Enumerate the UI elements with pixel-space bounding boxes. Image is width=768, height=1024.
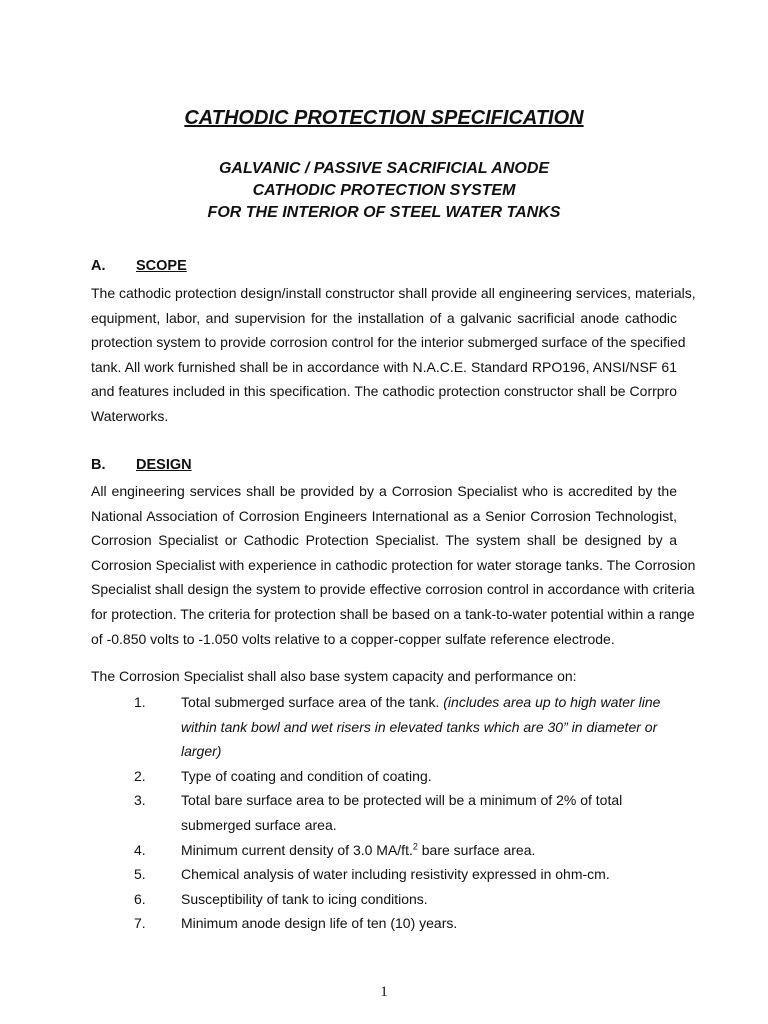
paragraph-line: The cathodic protection design/install constructor shall provide all engineering services, materials, bbox=[91, 285, 696, 301]
document-title: CATHODIC PROTECTION SPECIFICATION bbox=[184, 107, 584, 129]
page-number: 1 bbox=[380, 984, 388, 1000]
paragraph-line: National Association of Corrosion Engineers International as a Senior Corrosion Technologist, bbox=[91, 507, 677, 524]
list-intro: The Corrosion Specialist shall also base system capacity and performance on: bbox=[91, 668, 577, 684]
paragraph-line: and features included in this specification. The cathodic protection constructor shall be Corrpro bbox=[91, 383, 677, 400]
list-item bbox=[0, 838, 768, 863]
section-name: SCOPE bbox=[136, 258, 187, 274]
list-item-number: 5. bbox=[134, 866, 146, 883]
list-item-number: 6. bbox=[134, 890, 146, 907]
paragraph-line: tank. All work furnished shall be in accordance with N.A.C.E. Standard RPO196, ANSI/NSF 61 bbox=[91, 358, 677, 375]
section-name: DESIGN bbox=[136, 457, 192, 473]
list-item-main-text: Minimum current density of 3.0 MA/ft. bbox=[181, 841, 413, 858]
list-item bbox=[0, 690, 768, 764]
paragraph-line: Waterworks. bbox=[91, 407, 169, 424]
scope-paragraph bbox=[91, 281, 696, 429]
list-item bbox=[0, 788, 768, 837]
subtitle-line-3: FOR THE INTERIOR OF STEEL WATER TANKS bbox=[207, 204, 561, 221]
list-item bbox=[0, 911, 768, 936]
paragraph-line: Corrosion Specialist or Cathodic Protection Specialist. The system shall be designed by a bbox=[91, 532, 677, 549]
section-heading-scope bbox=[91, 258, 187, 274]
section-letter: B. bbox=[91, 457, 106, 473]
list-item-number: 4. bbox=[134, 841, 146, 858]
list-item-text: Type of coating and condition of coating. bbox=[181, 767, 432, 784]
paragraph-line: protection system to provide corrosion control for the interior submerged surface of the specified bbox=[91, 334, 686, 351]
list-item bbox=[0, 862, 768, 887]
subtitle-line-2: CATHODIC PROTECTION SYSTEM bbox=[252, 182, 516, 199]
list-item-number: 3. bbox=[134, 792, 146, 809]
list-item bbox=[0, 764, 768, 789]
section-letter: A. bbox=[91, 258, 106, 274]
list-item-main-text: Total submerged surface area of the tank. bbox=[181, 694, 440, 710]
list-item-text: Total bare surface area to be protected will be a minimum of 2% of total submerged surface area. bbox=[181, 792, 623, 833]
list-item bbox=[0, 887, 768, 912]
list-item-number: 2. bbox=[134, 767, 146, 784]
list-item-text bbox=[181, 838, 681, 863]
section-heading-design bbox=[91, 457, 192, 473]
subtitle-line-1: GALVANIC / PASSIVE SACRIFICIAL ANODE bbox=[218, 160, 550, 177]
paragraph-line: Corrosion Specialist with experience in cathodic protection for water storage tanks. The Corrosion bbox=[91, 556, 696, 573]
superscript: 2 bbox=[412, 840, 418, 851]
list-item-text: Minimum anode design life of ten (10) years. bbox=[181, 915, 458, 932]
design-paragraph bbox=[91, 479, 696, 651]
paragraph-line: Specialist shall design the system to provide effective corrosion control in accordance with criteria bbox=[91, 581, 695, 598]
list-item-trailing-text: bare surface area. bbox=[417, 841, 536, 858]
paragraph-line: for protection. The criteria for protection shall be based on a tank-to-water potential within a range bbox=[91, 605, 695, 622]
paragraph-line: All engineering services shall be provided by a Corrosion Specialist who is accredited by the bbox=[91, 483, 677, 499]
criteria-list bbox=[0, 690, 768, 936]
paragraph-line: equipment, labor, and supervision for the installation of a galvanic sacrificial anode cathodic bbox=[91, 309, 677, 326]
list-item-text bbox=[181, 690, 681, 764]
list-item-number: 1. bbox=[134, 694, 146, 710]
list-item-text: Susceptibility of tank to icing conditions. bbox=[181, 890, 428, 907]
list-item-italic-note: (includes area up to high water line within tank bowl and wet risers in elevated tanks which are 30” in diameter or larger) bbox=[181, 694, 661, 760]
list-item-text: Chemical analysis of water including resistivity expressed in ohm-cm. bbox=[181, 866, 610, 883]
paragraph-line: of -0.850 volts to -1.050 volts relative to a copper-copper sulfate reference electrode. bbox=[91, 630, 615, 647]
list-item-number: 7. bbox=[134, 915, 146, 932]
